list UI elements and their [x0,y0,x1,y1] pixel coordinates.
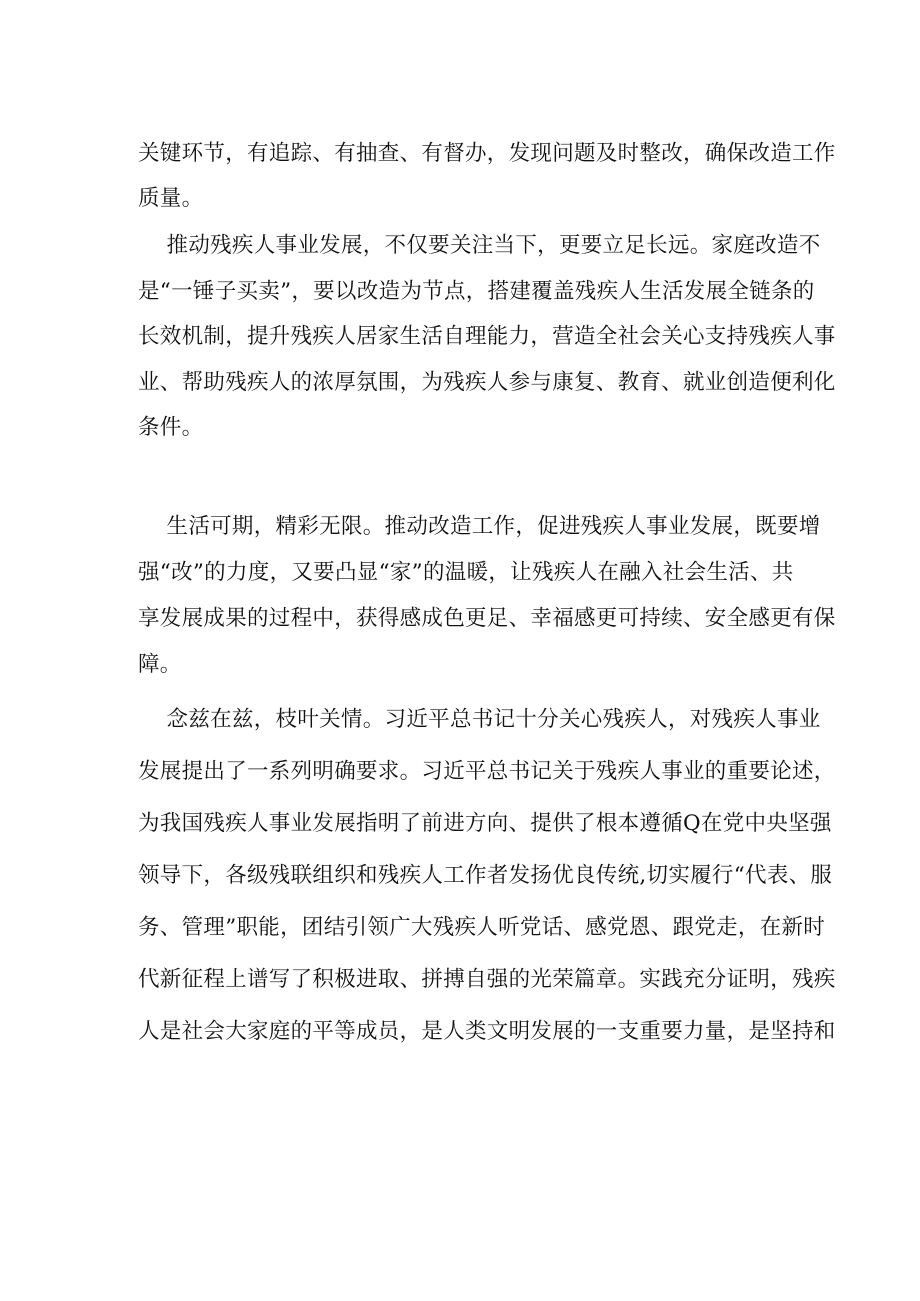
text-line [138,405,783,451]
text-line-content: 质量。 [138,186,204,211]
text-line-content: 强“改”的力度，又要凸显“家”的温暖，让残疾人在融入社会生活、共 [138,560,794,585]
paragraph-4 [138,694,836,1058]
text-line [138,550,794,596]
paragraph-1 [138,131,836,221]
text-line-content: 领导下，各级残联组织和残疾人工作者发扬优良传统,切实履行“代表、服 [138,863,833,888]
text-line [138,131,836,176]
text-line [138,746,836,798]
text-line-content: 推动残疾人事业发展，不仅要关注当下，更要立足长远。家庭改造不 [138,233,821,258]
text-line [138,642,783,688]
paragraph-3 [138,504,836,688]
text-line [138,176,783,221]
text-line-content: 业、帮助残疾人的浓厚氛围，为残疾人参与康复、教育、就业创造便利化 [138,369,836,395]
text-line [138,269,815,315]
text-line-content: 代新征程上谱写了积极进取、拼搏自强的光荣篇章。实践充分证明，残疾 [138,967,836,992]
text-line-content: 关键环节，有追踪、有抽查、有督办，发现问题及时整改，确保改造工作 [138,141,836,166]
text-line [138,314,836,360]
text-line-content: 长效机制，提升残疾人居家生活自理能力，营造全社会关心支持残疾人事 [138,324,836,349]
text-line-content: 享发展成果的过程中，获得感成色更足、幸福感更可持续、安全感更有保 [138,606,836,631]
text-line-content: 生活可期，精彩无限。推动改造工作，促进残疾人事业发展，既要增 [138,514,821,539]
text-line-content: 发展提出了一系列明确要求。习近平总书记关于残疾人事业的重要论述， [138,759,836,784]
text-line [138,504,821,550]
text-line-content: 为我国残疾人事业发展指明了前进方向、提供了根本遵循Q在党中央坚强 [138,811,832,836]
text-line-content: 务、管理”职能，团结引领广大残疾人听党话、感党恩、跟党走，在新时 [138,915,826,940]
text-line [138,954,836,1006]
text-line [138,798,832,850]
text-line [138,902,826,954]
text-line [138,850,833,902]
paragraph-2 [138,223,836,451]
text-line [138,223,821,269]
text-line-content: 人是社会大家庭的平等成员，是人类文明发展的一支重要力量，是坚持和 [138,1019,836,1044]
text-line [138,1006,836,1058]
text-line-content: 是“一锤子买卖”，要以改造为节点，搭建覆盖残疾人生活发展全链条的 [138,278,815,304]
text-line [138,596,836,642]
text-line-content: 条件。 [138,415,204,440]
text-line-content: 障。 [138,652,182,677]
text-line [138,360,836,406]
text-line [138,694,821,746]
text-line-content: 念兹在兹，枝叶关情。习近平总书记十分关心残疾人，对残疾人事业 [138,707,821,732]
